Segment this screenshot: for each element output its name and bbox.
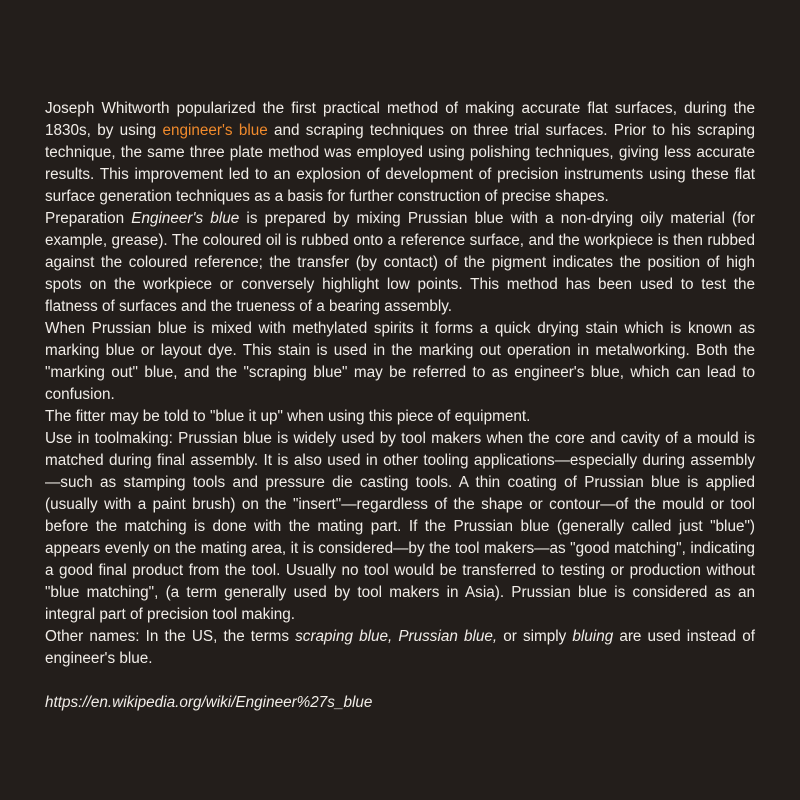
paragraph-blue-it-up: The fitter may be told to "blue it up" when using this piece of equipment. bbox=[45, 408, 531, 425]
emphasis-text: bluing bbox=[572, 628, 614, 645]
paragraph-marking-blue: When Prussian blue is mixed with methylated spirits it forms a quick drying stain which is known as marking blue or layout dye. This stain is used in the marking out operation in metalworking. Both the "marking out" blue, and the "scraping blue" may be referred to as engineer's blue, which can lead to confusion. bbox=[45, 320, 755, 403]
paragraph-text: Other names: In the US, the terms bbox=[45, 628, 296, 645]
paragraph-other-names bbox=[45, 626, 755, 670]
article-body bbox=[45, 98, 755, 714]
paragraph-toolmaking: Use in toolmaking: Prussian blue is widely used by tool makers when the core and cavity of a mould is matched during final assembly. It is also used in other tooling applications—especially during assembly—such as stamping tools and pressure die casting tools. A thin coating of Prussian blue is applied (usually with a paint brush) on the "insert"—regardless of the shape or contour—of the mould or tool before the matching is done with the mating part. If the Prussian blue (generally called just "blue") appears evenly on the mating area, it is considered—by the tool makers—as "good matching", indicating a good final product from the tool. Usually no tool would be transferred to testing or production without "blue matching", (a term generally used by tool makers in Asia). Prussian blue is considered as an integral part of precision tool making. bbox=[45, 430, 755, 623]
source-url: https://en.wikipedia.org/wiki/Engineer%27s_blue bbox=[45, 694, 373, 711]
emphasis-text: scraping blue, Prussian blue, bbox=[295, 628, 498, 645]
emphasis-text: Engineer's blue bbox=[131, 210, 240, 227]
engineers-blue-link[interactable]: engineer's blue bbox=[162, 122, 268, 139]
paragraph-text: is prepared by mixing Prussian blue with a non-drying oily material (for example, grease). The coloured oil is rubbed onto a reference surface, and the workpiece is then rubbed against the coloured reference; the transfer (by contact) of the pigment indicates the position of high spots on the workpiece or conversely highlight low points. This method has been used to test the flatness of surfaces and the trueness of a bearing assembly. bbox=[45, 210, 755, 315]
paragraph-text: Joseph Whitworth popularized the first practical method of making accurate flat surfaces, during the 1830s, by using bbox=[45, 100, 755, 139]
paragraph-history bbox=[45, 98, 755, 208]
paragraph-text: are used instead of engineer's blue. bbox=[45, 628, 755, 667]
paragraph-text: Preparation bbox=[45, 210, 132, 227]
paragraph-preparation bbox=[45, 208, 755, 318]
paragraph-text: and scraping techniques on three trial surfaces. Prior to his scraping technique, the same three plate method was employed using polishing techniques, giving less accurate results. This improvement led to an explosion of development of precision instruments using these flat surface generation techniques as a basis for further construction of precise shapes. bbox=[45, 122, 755, 205]
paragraph-text: or simply bbox=[497, 628, 573, 645]
